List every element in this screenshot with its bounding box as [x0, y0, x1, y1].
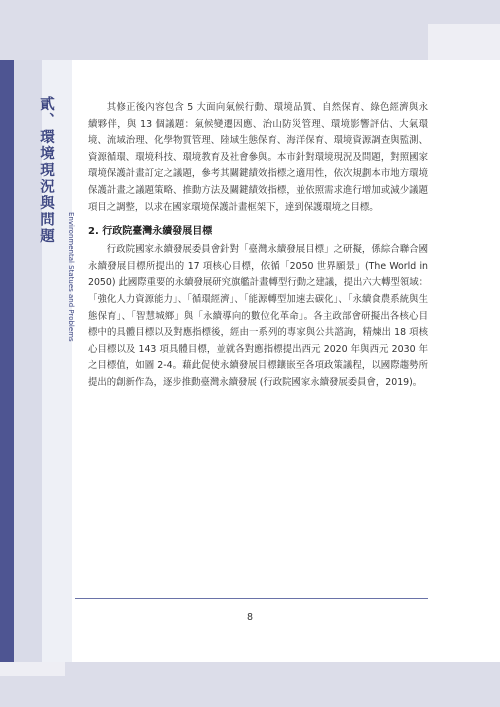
- body-paragraph-1: 其修正後內容包含 5 大面向氣候行動、環境品質、自然保育、綠色經濟與永續夥伴，與 13 個議題：氣候變遷因應、治山防災管理、環境影響評估、大氣環境、流域治理、化學物質管理、陸域生態保育、海洋保育、環境資源調查與監測、資源循環、環境科技、環境教育及社會參與。本市針對環境現況及問題，對照國家環境保護計畫訂定之議題，參考其關鍵績效指標之適用性，依次規劃本市地方環境保護計畫之議題策略、推動方法及關鍵績效指標，並依照需求進行增加或減少議題項目之調整，以求在國家環境保護計畫框架下，達到保護環境之目標。: [88, 102, 428, 213]
- top-band-accent: [428, 24, 500, 60]
- section-heading: 2. 行政院臺灣永續發展目標: [88, 226, 213, 238]
- footer-divider: [75, 598, 428, 599]
- chapter-title-en: Environmental Statues and Problems: [67, 212, 75, 342]
- top-decorative-band: [0, 0, 500, 60]
- bottom-decorative-band: [0, 662, 500, 707]
- chapter-title-zh: 貳、環境現況與問題: [38, 96, 54, 245]
- page-number: 8: [246, 612, 254, 623]
- body-paragraph-2: 行政院國家永續發展委員會針對「臺灣永續發展目標」之研擬，係綜合聯合國永續發展目標所提出的 17 項核心目標，依循「2050 世界願景」(The World in 2050) 此國際重要的永續發展研究旗艦計畫轉型行動之建議，提出六大轉型領域：「強化人力資源能力」、「循環經濟」、「能源轉型加速去碳化」、「永續食農系統與生態保育」、「智慧城鄉」與「永續導向的數位化革命」。各主政部會研擬出各核心目標中的具體目標以及對應指標後，經由一系列的專家與公共諮詢，精煉出 18 項核心目標以及 143 項具體目標，並就各對應指標提出西元 2020 年與西元 2030 年之目標值，如圖 2-4。藉此促使永續發展目標鑲嵌至各項政策議程，以國際趨勢所提出的創新作為，逐步推動臺灣永續發展 (行政院國家永續發展委員會，2019)。: [88, 244, 428, 388]
- bottom-band-accent: [0, 662, 65, 676]
- page-content: [88, 100, 428, 392]
